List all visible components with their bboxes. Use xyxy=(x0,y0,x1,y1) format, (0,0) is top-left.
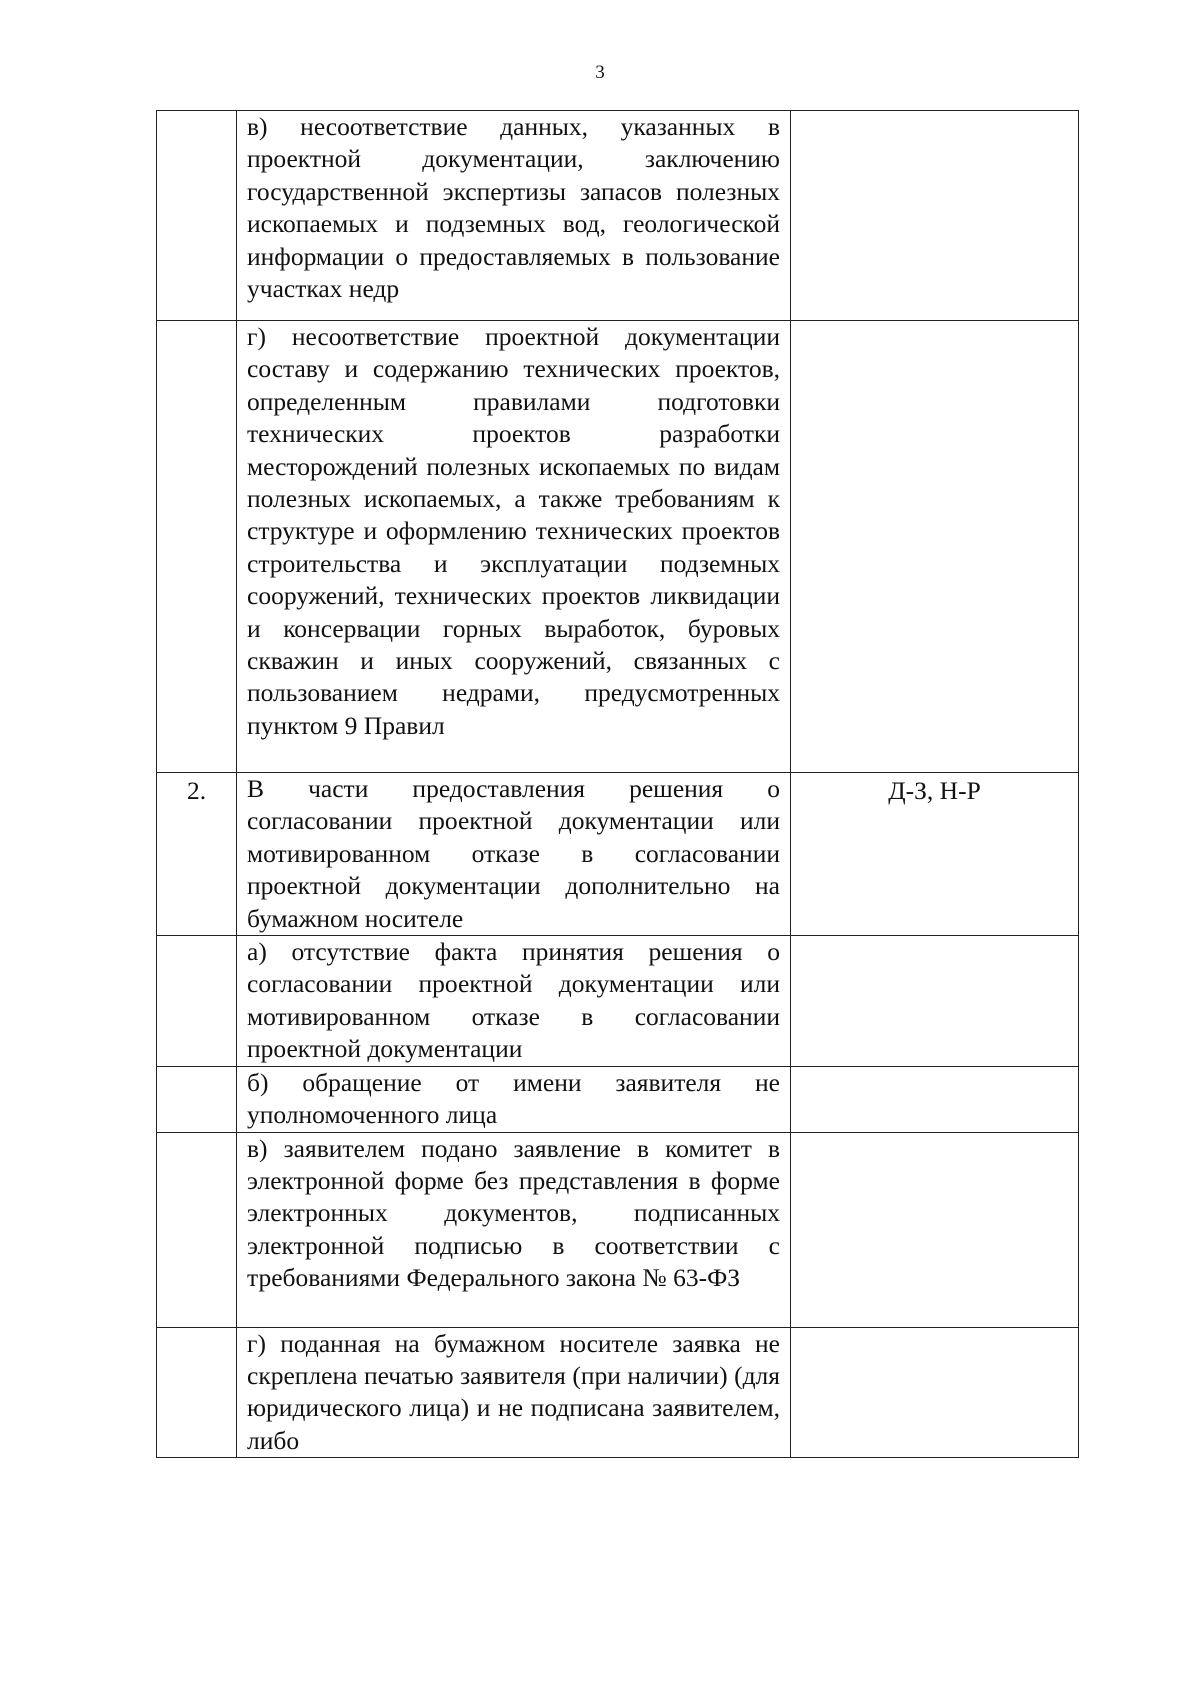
table-row xyxy=(157,1132,1079,1327)
row-code-cell xyxy=(791,111,1079,321)
table-row xyxy=(157,111,1079,321)
row-text-cell xyxy=(237,1132,791,1327)
row-code-cell xyxy=(791,1327,1079,1458)
row-text: б) обращение от имени заявителя не уполномоченного лица xyxy=(247,1067,780,1130)
row-number-cell xyxy=(157,1132,237,1327)
row-text: а) отсутствие факта принятия решения о согласовании проектной документации или мотивированном отказе в согласовании проектной документации xyxy=(247,937,780,1064)
row-code-cell xyxy=(791,936,1079,1067)
row-text-cell xyxy=(237,321,791,773)
table-row xyxy=(157,1066,1079,1132)
table-row xyxy=(157,773,1079,936)
row-text-cell xyxy=(237,111,791,321)
row-number-cell xyxy=(157,1066,237,1132)
row-code-cell xyxy=(791,321,1079,773)
row-number-cell xyxy=(157,111,237,321)
row-text-cell xyxy=(237,1066,791,1132)
row-text-cell xyxy=(237,1327,791,1458)
row-text-cell xyxy=(237,773,791,936)
row-number-cell: 2. xyxy=(157,773,237,936)
table-row xyxy=(157,1327,1079,1458)
row-text: в) заявителем подано заявление в комитет в электронной форме без представления в форме электронных документов, подписанных электронной подписью в соответствии с требованиями Федерального закона № 63-ФЗ xyxy=(247,1133,780,1293)
row-text: в) несоответствие данных, указанных в проектной документации, заключению государственной экспертизы запасов полезных ископаемых и подземных вод, геологической информации о предоставляемых в пользование участках недр xyxy=(247,112,780,304)
row-text-cell xyxy=(237,936,791,1067)
table-row xyxy=(157,321,1079,773)
row-number-cell xyxy=(157,1327,237,1458)
row-text: В части предоставления решения о согласовании проектной документации или мотивированном отказе в согласовании проектной документации дополнительно на бумажном носителе xyxy=(247,774,780,933)
page-number: 3 xyxy=(595,62,605,83)
table-row xyxy=(157,936,1079,1067)
row-text: г) несоответствие проектной документации составу и содержанию технических проектов, определенным правилами подготовки технических проектов разработки месторождений полезных ископаемых по видам полезных ископаемых, а также требованиям к структуре и оформлению технических проектов строительства и эксплуатации подземных сооружений, технических проектов ликвидации и консервации горных выработок, буровых скважин и иных сооружений, связанных с пользованием недрами, предусмотренных пунктом 9 Правил xyxy=(247,322,780,740)
row-number-cell xyxy=(157,321,237,773)
row-code-cell: Д-З, Н-Р xyxy=(791,773,1079,936)
row-text: г) поданная на бумажном носителе заявка не скреплена печатью заявителя (при наличии) (для юридического лица) и не подписана заявителем, либо xyxy=(247,1328,780,1455)
row-code-cell xyxy=(791,1066,1079,1132)
document-table xyxy=(156,110,1079,1458)
row-code-cell xyxy=(791,1132,1079,1327)
row-number-cell xyxy=(157,936,237,1067)
